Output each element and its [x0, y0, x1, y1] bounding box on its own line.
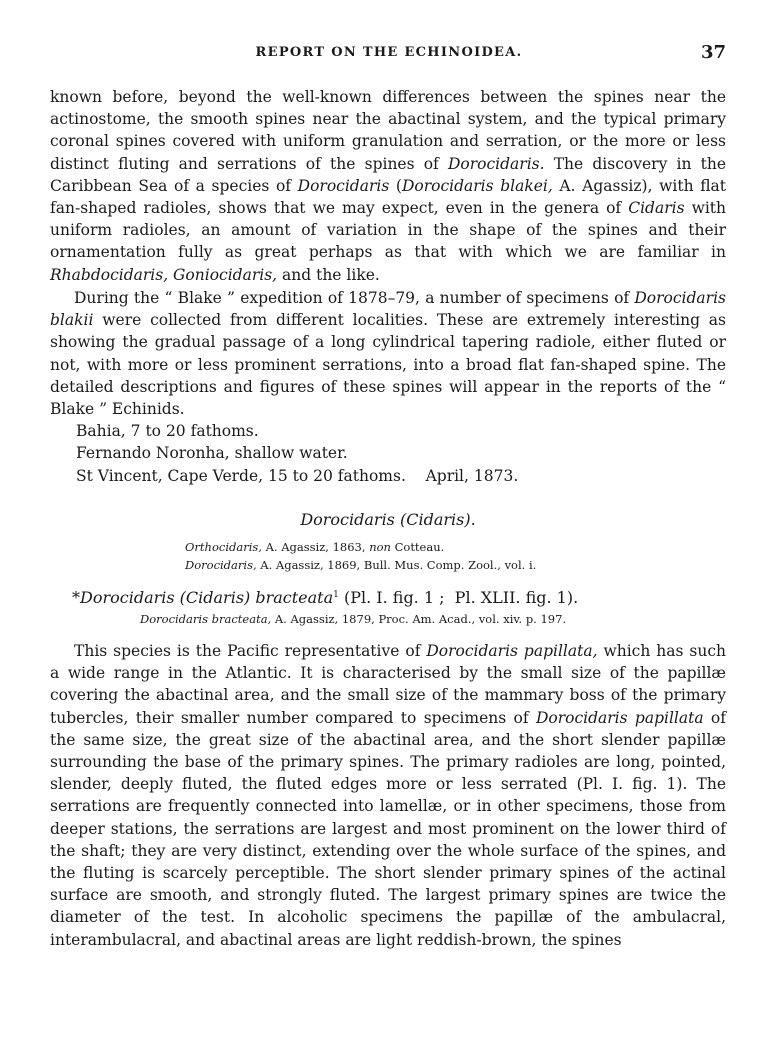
reference-name: Dorocidaris bracteata,	[140, 612, 272, 626]
taxon-name: Cidaris	[628, 199, 685, 218]
text-run: During the “ Blake ” expedition of 1878–79, a number of specimens of	[74, 289, 635, 307]
synonym-line	[185, 538, 444, 556]
synonym-non: non	[369, 540, 391, 554]
locality-line: St Vincent, Cape Verde, 15 to 20 fathoms. April, 1873.	[76, 467, 519, 485]
text-run: of the same size, the great size of the abactinal area, and the short slender papillæ surrounding the base of the primary spines. The primary radioles are long, pointed, slender, deeply fluted, the fluted edges more or less serrated (Pl. I. fig. 1). The serrations are frequently connected into lamellæ, or in other specimens, those from deeper stations, the serrations are largest and most prominent on the lower third of the shaft; they are very distinct, extending over the whole surface of the spines, and the fluting is scarcely perceptible. The short slender primary spines of the actinal surface are smooth, and strongly fluted. The largest primary spines are twice the diameter of the test. In alcoholic specimens the papillæ of the ambulacral, interambulacral, and abactinal areas are light reddish-brown, the spines	[50, 708, 727, 949]
subgenus-name: (Cidaris).	[399, 510, 476, 529]
taxon-name: Dorocidaris.	[447, 154, 545, 173]
synonym-name: Dorocidaris,	[185, 558, 257, 572]
synonym-line	[185, 556, 536, 574]
page-number: 37	[700, 42, 726, 63]
reference-text: A. Agassiz, 1879, Proc. Am. Acad., vol. xiv. p. 197.	[271, 612, 567, 626]
species-heading	[72, 588, 578, 607]
genus-name: Dorocidaris	[300, 510, 395, 529]
synonym-name: Orthocidaris,	[185, 540, 262, 554]
species-star: *	[72, 588, 80, 607]
locality-line: Fernando Noronha, shallow water.	[76, 444, 348, 462]
species-name: Dorocidaris (Cidaris) bracteata	[80, 588, 334, 607]
text-run: known before, beyond the well-known differences between the spines near the actinostome, the smooth spines near the abactinal system, and the typical primary coronal spines covered with uniform granulation and serration, or the more or less distinct fluting and serrations of the spines of	[50, 88, 726, 173]
taxon-name: Dorocidaris	[297, 176, 390, 195]
text-run: (	[389, 176, 402, 195]
running-title: REPORT ON THE ECHINOIDEA.	[255, 45, 523, 60]
locality-line: Bahia, 7 to 20 fathoms.	[76, 422, 259, 440]
synonym-text: A. Agassiz, 1869, Bull. Mus. Comp. Zool., vol. i.	[256, 558, 537, 572]
taxon-name: Dorocidaris blakii	[50, 289, 726, 330]
taxon-name: Dorocidaris papillata,	[426, 642, 598, 660]
taxon-name: Dorocidaris papillata	[535, 708, 704, 727]
taxon-name: Rhabdocidaris, Goniocidaris,	[50, 265, 278, 284]
text-run: and the like.	[277, 265, 380, 284]
synonym-text: Cotteau.	[390, 540, 445, 554]
paragraph-1	[50, 86, 726, 286]
species-reference	[140, 612, 566, 626]
synonym-text: A. Agassiz, 1863,	[261, 540, 370, 554]
paragraph-2	[50, 287, 726, 420]
paragraph-3	[50, 640, 726, 951]
text-run: were collected from different localities. These are extremely interesting as showing the gradual passage of a long cylindrical tapering radiole, either fluted or not, with more or less prominent serrations, into a broad flat fan-shaped spine. The detailed descriptions and figures of these spines will appear in the reports of the “ Blake ” Echinids.	[50, 311, 726, 419]
page-header	[52, 42, 726, 66]
footnote-marker: 1	[333, 590, 339, 600]
text-run: This species is the Pacific representative of	[74, 642, 427, 660]
plate-references: (Pl. I. fig. 1 ; Pl. XLII. fig. 1).	[338, 588, 579, 607]
taxon-name: Dorocidaris blakei,	[401, 176, 553, 195]
genus-heading	[0, 510, 776, 529]
text-run: which has such a wide range in the Atlantic. It is characterised by the small size of the papillæ covering the abactinal area, and the small size of the mammary boss of the primary tubercles, their smaller number compared to specimens of	[50, 642, 726, 727]
text-run: The discovery in the Caribbean Sea of a species of	[50, 154, 727, 195]
text-run: with uniform radioles, an amount of variation in the shape of the spines and their ornamentation fully as great perhaps as that with which we are familiar in	[50, 199, 727, 262]
text-run: A. Agassiz), with flat fan-shaped radioles, shows that we may expect, even in the genera of	[50, 176, 727, 218]
